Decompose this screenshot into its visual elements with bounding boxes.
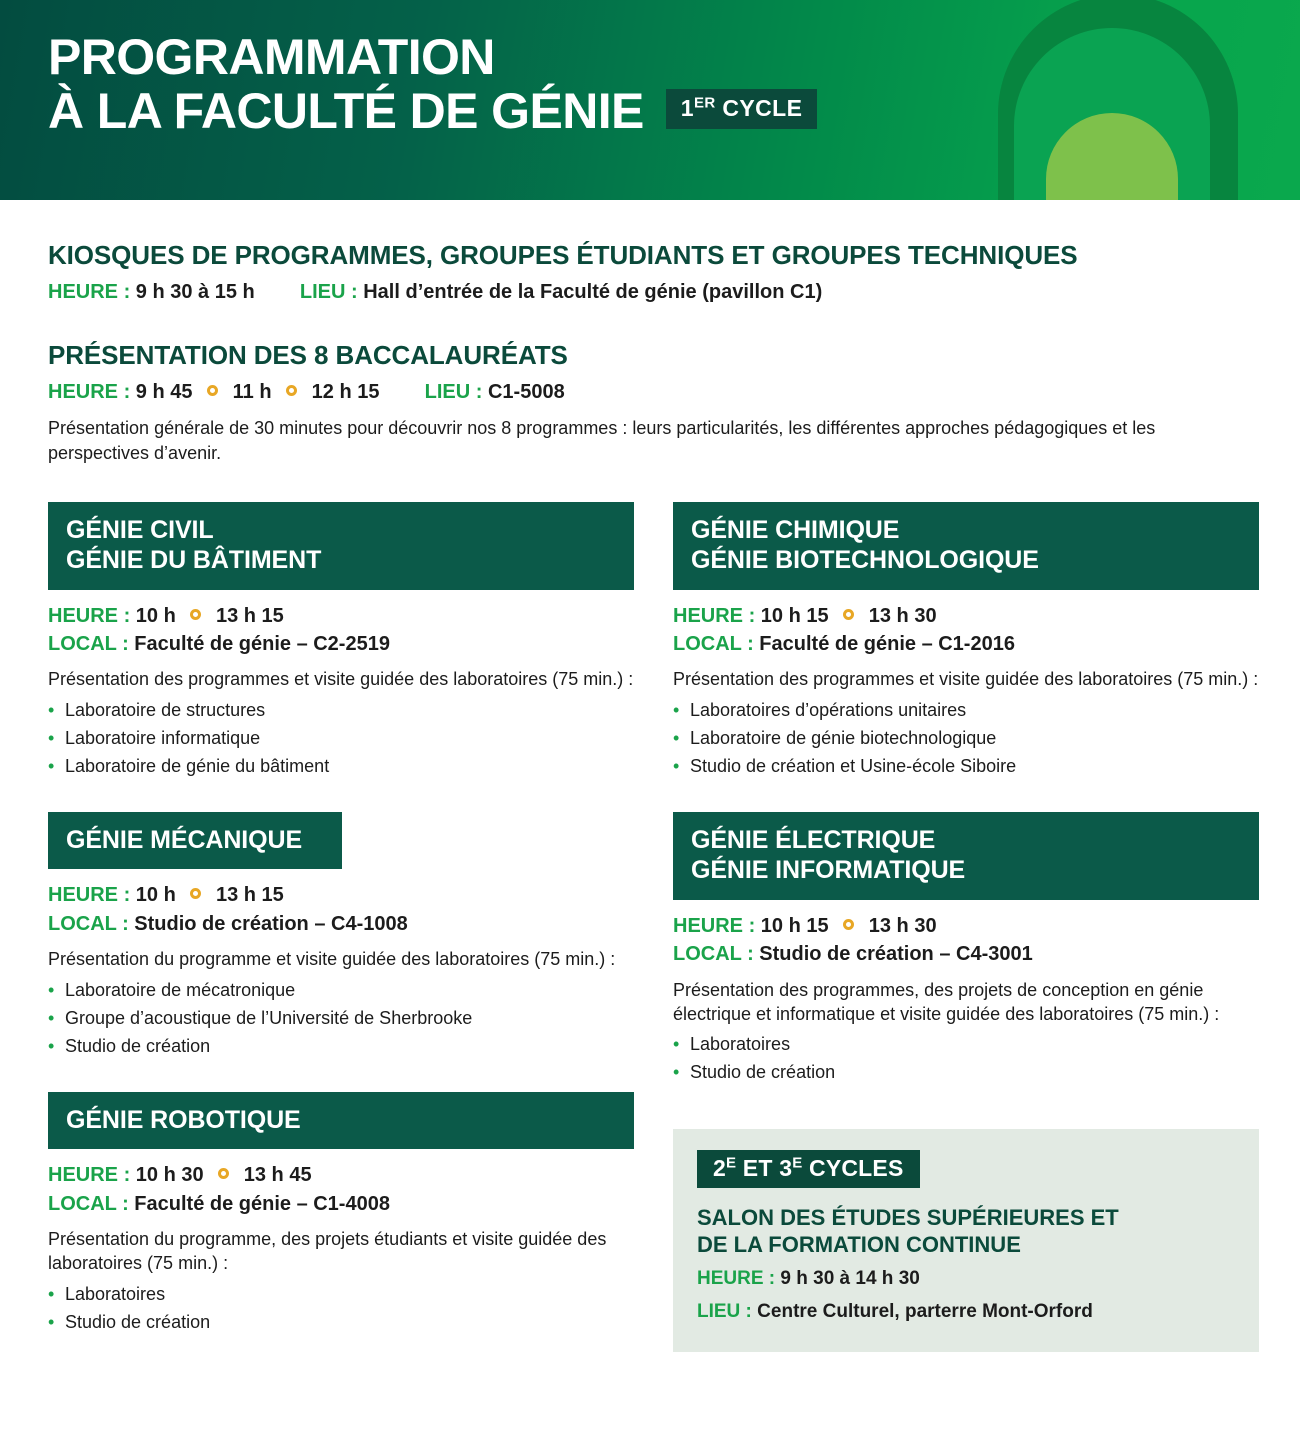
program-card-mecanique-description: Présentation du programme et visite guidée des laboratoires (75 min.) : bbox=[48, 949, 616, 970]
local-label: LOCAL : bbox=[48, 633, 129, 656]
cycles-heure bbox=[697, 1265, 1235, 1293]
cycles-lieu bbox=[697, 1298, 1235, 1326]
program-card-robotique-header bbox=[48, 1092, 634, 1150]
program-card-mecanique-heure bbox=[48, 881, 634, 909]
program-card-civil-title-line1: GÉNIE CIVIL bbox=[66, 515, 214, 544]
program-card-electrique-heure bbox=[673, 912, 1259, 940]
baccalaureats-lieu-value: C1-5008 bbox=[487, 381, 565, 403]
program-card-electrique-header bbox=[673, 812, 1259, 900]
program-card-robotique-description: Présentation du programme, des projets étudiants et visite guidée des laboratoires (75 min.) : bbox=[48, 1229, 607, 1274]
list-item: • Studio de création bbox=[48, 1308, 634, 1336]
cycles-badge bbox=[697, 1150, 920, 1188]
heure-label: HEURE : bbox=[48, 884, 131, 907]
baccalaureats-lieu-label: LIEU : bbox=[424, 381, 483, 403]
list-item: • Studio de création bbox=[48, 1032, 634, 1060]
program-card-electrique bbox=[673, 812, 1259, 1087]
dot-separator-icon bbox=[843, 609, 854, 620]
program-card-civil-header bbox=[48, 502, 634, 590]
cycles-badge-number-1: 2 bbox=[713, 1154, 726, 1181]
program-column-right bbox=[673, 502, 1259, 1352]
list-item: • Laboratoires d’opérations unitaires bbox=[673, 696, 1259, 724]
program-card-electrique-description: Présentation des programmes, des projets de conception en génie électrique et informatique et visite guidée des laboratoires (75 min.) : bbox=[673, 979, 1220, 1025]
program-column-left bbox=[48, 502, 634, 1368]
cycles-title-line1: SALON DES ÉTUDES SUPÉRIEURES ET bbox=[697, 1204, 1119, 1230]
kiosques-heure-value: 9 h 30 à 15 h bbox=[135, 281, 255, 303]
list-item: • Studio de création et Usine-école Siboire bbox=[673, 752, 1259, 780]
list-item: • Laboratoire informatique bbox=[48, 724, 634, 752]
cycles-badge-sup-2: E bbox=[792, 1153, 803, 1171]
dot-separator-icon bbox=[207, 385, 218, 396]
program-card-civil-local bbox=[48, 630, 634, 658]
cycles-badge-word: CYCLES bbox=[802, 1154, 904, 1181]
cycle-badge-number: 1 bbox=[680, 95, 694, 121]
program-card-robotique-lab-list bbox=[48, 1280, 634, 1336]
program-card-robotique-title-line1: GÉNIE ROBOTIQUE bbox=[66, 1105, 301, 1134]
program-card-chimique bbox=[673, 502, 1259, 780]
program-card-electrique-heure-1: 10 h 15 bbox=[760, 914, 829, 937]
baccalaureats-description: Présentation générale de 30 minutes pour découvrir nos 8 programmes : leurs particularités, les différentes approches pédagogiques et les perspectives d’avenir. bbox=[48, 418, 1156, 463]
program-card-chimique-description: Présentation des programmes et visite guidée des laboratoires (75 min.) : bbox=[673, 669, 1259, 690]
cycles-heure-label: HEURE : bbox=[697, 1267, 776, 1289]
local-label: LOCAL : bbox=[673, 633, 754, 656]
kiosques-meta bbox=[48, 281, 1252, 304]
baccalaureats-heure-3: 12 h 15 bbox=[311, 381, 380, 403]
program-card-chimique-local-value: Faculté de génie – C1-2016 bbox=[759, 633, 1015, 656]
cycles-title-line2: DE LA FORMATION CONTINUE bbox=[697, 1232, 1021, 1257]
cycles-badge-mid: ET bbox=[736, 1154, 780, 1181]
program-card-chimique-title-line2: GÉNIE BIOTECHNOLOGIQUE bbox=[691, 546, 1039, 575]
program-card-chimique-heure-1: 10 h 15 bbox=[760, 604, 829, 627]
page-title-line2-row bbox=[48, 84, 1300, 138]
cycle-badge-word: CYCLE bbox=[715, 95, 803, 121]
program-card-electrique-lab-list bbox=[673, 1030, 1259, 1086]
program-card-chimique-heure bbox=[673, 602, 1259, 630]
program-card-robotique-heure-1: 10 h 30 bbox=[135, 1164, 204, 1187]
program-card-electrique-local-value: Studio de création – C4-3001 bbox=[759, 943, 1033, 966]
program-card-mecanique bbox=[48, 812, 634, 1060]
cycle-badge-suffix: ER bbox=[693, 94, 716, 112]
program-card-robotique-body bbox=[48, 1149, 634, 1336]
kiosques-lieu-label: LIEU : bbox=[299, 281, 358, 303]
program-card-robotique-local-value: Faculté de génie – C1-4008 bbox=[134, 1192, 390, 1215]
dot-separator-icon bbox=[190, 888, 201, 899]
program-card-mecanique-lab-list bbox=[48, 976, 634, 1060]
heure-label: HEURE : bbox=[673, 604, 756, 627]
dot-separator-icon bbox=[286, 385, 297, 396]
program-card-electrique-local bbox=[673, 940, 1259, 968]
list-item: • Laboratoire de mécatronique bbox=[48, 976, 634, 1004]
cycles-lieu-label: LIEU : bbox=[697, 1301, 752, 1323]
program-card-chimique-heure-2: 13 h 30 bbox=[868, 604, 937, 627]
local-label: LOCAL : bbox=[48, 1192, 129, 1215]
cycles-badge-sup-1: E bbox=[726, 1153, 737, 1171]
program-card-robotique-heure bbox=[48, 1161, 634, 1189]
program-card-electrique-body bbox=[673, 900, 1259, 1087]
program-card-civil-description: Présentation des programmes et visite guidée des laboratoires (75 min.) : bbox=[48, 669, 634, 690]
program-card-civil-title-line2: GÉNIE DU BÂTIMENT bbox=[66, 546, 322, 575]
page-title bbox=[48, 30, 1300, 138]
program-card-mecanique-title-line1: GÉNIE MÉCANIQUE bbox=[66, 825, 303, 854]
program-card-chimique-body bbox=[673, 590, 1259, 780]
dot-separator-icon bbox=[843, 919, 854, 930]
program-card-electrique-title-line1: GÉNIE ÉLECTRIQUE bbox=[691, 825, 936, 854]
list-item: • Groupe d’acoustique de l’Université de Sherbrooke bbox=[48, 1004, 634, 1032]
program-card-civil-heure-1: 10 h bbox=[135, 604, 176, 627]
program-card-chimique-local bbox=[673, 630, 1259, 658]
banner-content bbox=[0, 0, 1300, 138]
kiosques-lieu-value: Hall d’entrée de la Faculté de génie (pavillon C1) bbox=[363, 281, 823, 303]
local-label: LOCAL : bbox=[673, 943, 754, 966]
cycles-badge-number-2: 3 bbox=[779, 1154, 793, 1181]
cycles-heure-value: 9 h 30 à 14 h 30 bbox=[780, 1267, 920, 1289]
page-body bbox=[0, 240, 1300, 1332]
dot-separator-icon bbox=[190, 609, 201, 620]
program-card-civil bbox=[48, 502, 634, 780]
program-card-robotique-heure-2: 13 h 45 bbox=[243, 1164, 312, 1187]
program-card-civil-body bbox=[48, 590, 634, 780]
program-card-mecanique-header bbox=[48, 812, 342, 870]
list-item: • Laboratoire de génie du bâtiment bbox=[48, 752, 634, 780]
program-card-chimique-header bbox=[673, 502, 1259, 590]
program-card-mecanique-heure-2: 13 h 15 bbox=[215, 884, 284, 907]
program-card-robotique-local bbox=[48, 1190, 634, 1218]
cycles-lieu-value: Centre Culturel, parterre Mont-Orford bbox=[757, 1301, 1093, 1323]
program-card-civil-local-value: Faculté de génie – C2-2519 bbox=[134, 633, 390, 656]
program-card-electrique-heure-2: 13 h 30 bbox=[868, 914, 937, 937]
program-card-civil-heure-2: 13 h 15 bbox=[215, 604, 284, 627]
program-card-mecanique-heure-1: 10 h bbox=[135, 884, 176, 907]
list-item: • Laboratoire de structures bbox=[48, 696, 634, 724]
baccalaureats-title: PRÉSENTATION DES 8 BACCALAURÉATS bbox=[48, 340, 568, 370]
program-card-electrique-title-line2: GÉNIE INFORMATIQUE bbox=[691, 856, 966, 885]
heure-label: HEURE : bbox=[48, 1164, 131, 1187]
program-card-chimique-lab-list bbox=[673, 696, 1259, 780]
heure-label: HEURE : bbox=[48, 604, 131, 627]
dot-separator-icon bbox=[218, 1168, 229, 1179]
cycle-badge bbox=[666, 89, 818, 129]
kiosques-heure-label: HEURE : bbox=[48, 281, 131, 303]
list-item: • Laboratoire de génie biotechnologique bbox=[673, 724, 1259, 752]
heure-label: HEURE : bbox=[673, 914, 761, 937]
baccalaureats-meta bbox=[48, 381, 1252, 404]
list-item: • Laboratoires bbox=[48, 1280, 634, 1308]
baccalaureats-heure-1: 9 h 45 bbox=[135, 381, 193, 403]
list-item: • Studio de création bbox=[673, 1058, 1259, 1086]
page-title-line1: PROGRAMMATION bbox=[48, 29, 495, 85]
page-title-line2: À LA FACULTÉ DE GÉNIE bbox=[48, 83, 644, 139]
cycles-title bbox=[697, 1204, 1235, 1259]
program-card-mecanique-local bbox=[48, 910, 634, 938]
program-card-civil-lab-list bbox=[48, 696, 634, 780]
program-card-mecanique-body bbox=[48, 869, 634, 1059]
kiosques-title: KIOSQUES DE PROGRAMMES, GROUPES ÉTUDIANTS ET GROUPES TECHNIQUES bbox=[48, 240, 1078, 270]
list-item: • Laboratoires bbox=[673, 1030, 1259, 1058]
baccalaureats-heure-label: HEURE : bbox=[48, 381, 131, 403]
program-card-mecanique-local-value: Studio de création – C4-1008 bbox=[134, 912, 408, 935]
cycles-panel bbox=[673, 1129, 1259, 1352]
program-card-robotique bbox=[48, 1092, 634, 1336]
program-card-civil-heure bbox=[48, 602, 634, 630]
local-label: LOCAL : bbox=[48, 912, 129, 935]
baccalaureats-heure-2: 11 h bbox=[232, 381, 272, 403]
program-card-chimique-title-line1: GÉNIE CHIMIQUE bbox=[691, 515, 900, 544]
page-banner bbox=[0, 0, 1300, 200]
